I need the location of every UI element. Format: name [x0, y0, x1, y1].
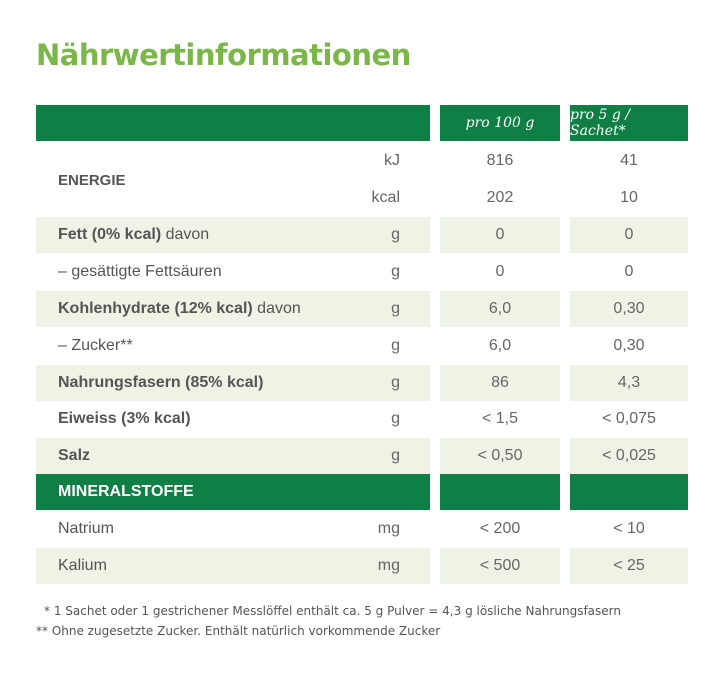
- nutrient-per100: 6,0: [440, 291, 560, 327]
- nutrient-per100: 86: [440, 365, 560, 401]
- nutrient-per-sachet: 4,3: [570, 365, 688, 401]
- energy-kcal-per100: 202: [486, 189, 514, 206]
- energy-kj-sachet: 41: [620, 152, 638, 169]
- minerals-header-per100: [440, 474, 560, 510]
- mineral-per100: < 200: [479, 520, 521, 537]
- energy-kj-unit: kJ: [384, 152, 400, 169]
- nutrient-unit: g: [391, 374, 400, 391]
- energy-kj-per100: 816: [486, 152, 514, 169]
- nutrient-unit: g: [391, 447, 400, 464]
- nutrient-per100: < 0,50: [440, 438, 560, 474]
- nutrient-per-sachet: 0,30: [613, 337, 645, 354]
- nutrient-per-sachet: 0: [570, 217, 688, 253]
- nutrient-per100: 6,0: [488, 337, 512, 354]
- nutrient-label-text: davon: [252, 300, 301, 317]
- nutrient-label-text: davon: [161, 226, 210, 243]
- header-per-100g: pro 100 g: [440, 105, 560, 141]
- mineral-unit: mg: [377, 520, 400, 537]
- nutrient-label-bold: Salz: [58, 447, 91, 464]
- mineral-label: Kalium: [36, 548, 430, 584]
- header-label-cell: [36, 105, 430, 141]
- mineral-per-sachet: < 10: [613, 520, 645, 537]
- nutrient-per100: 0: [440, 217, 560, 253]
- energy-kcal-sachet: 10: [620, 189, 638, 206]
- page-title: Nährwertinformationen: [36, 38, 411, 72]
- nutrient-unit: g: [391, 410, 400, 427]
- nutrient-unit: g: [391, 337, 400, 354]
- energy-kcal-unit: kcal: [371, 189, 400, 206]
- minerals-header-sachet: [570, 474, 688, 510]
- nutrient-label-bold: Nahrungsfasern (85% kcal): [58, 374, 264, 391]
- nutrient-label-bold: Fett (0% kcal): [58, 226, 162, 243]
- nutrient-label-bold: Kohlenhydrate (12% kcal): [58, 300, 253, 317]
- nutrient-per-sachet: 0: [624, 263, 634, 280]
- header-per-sachet: pro 5 g / Sachet*: [570, 105, 688, 141]
- nutrient-per-sachet: < 0,075: [602, 410, 656, 427]
- nutrient-per100: < 1,5: [481, 410, 519, 427]
- footnote-sachet: * 1 Sachet oder 1 gestrichener Messlöffel enthält ca. 5 g Pulver = 4,3 g lösliche Nahrungsfasern: [44, 604, 621, 618]
- nutrient-per-sachet: < 0,025: [570, 438, 688, 474]
- nutrient-per100: 0: [495, 263, 505, 280]
- nutrient-label-bold: Eiweiss (3% kcal): [58, 410, 191, 427]
- minerals-section-label: MINERALSTOFFE: [36, 474, 430, 510]
- nutrient-label-text: – gesättigte Fettsäuren: [58, 263, 222, 280]
- mineral-per-sachet: < 25: [570, 548, 688, 584]
- footnote-sugar: ** Ohne zugesetzte Zucker. Enthält natürlich vorkommende Zucker: [36, 624, 441, 638]
- nutrient-unit: g: [391, 226, 400, 243]
- mineral-per100: < 500: [440, 548, 560, 584]
- mineral-label: Natrium: [58, 520, 115, 537]
- nutrient-unit: g: [391, 263, 400, 280]
- energy-label: ENERGIE: [58, 171, 126, 189]
- nutrient-per-sachet: 0,30: [570, 291, 688, 327]
- nutrient-label-text: – Zucker**: [58, 337, 133, 354]
- mineral-unit: mg: [377, 557, 400, 574]
- nutrient-unit: g: [391, 300, 400, 317]
